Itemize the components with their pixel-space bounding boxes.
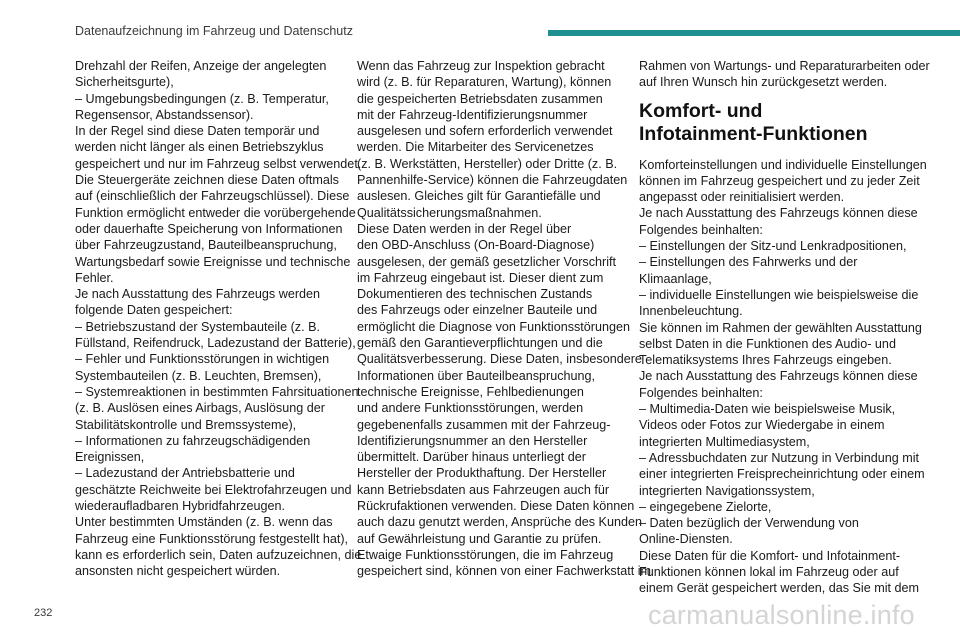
text-line: auf Ihren Wunsch hin zurückgesetzt werden. [639, 75, 888, 90]
text-line: die gespeicherten Betriebsdaten zusammen [357, 91, 603, 106]
text-line: – Adressbuchdaten zur Nutzung in Verbindung mit [639, 450, 920, 465]
text-line: Diese Daten werden in der Regel über [357, 221, 572, 236]
text-column-2 [357, 58, 652, 580]
text-line: Identifizierungsnummer an den Hersteller [357, 433, 588, 448]
text-line: Sie können im Rahmen der gewählten Ausstattung [639, 320, 922, 335]
text-line: (z. B. Werkstätten, Hersteller) oder Dritte (z. B. [357, 156, 618, 171]
section-heading-line: Komfort- und [639, 99, 763, 122]
text-line: gegebenenfalls zusammen mit der Fahrzeug- [357, 417, 611, 432]
section-heading [639, 100, 907, 146]
text-line: Ereignissen, [75, 450, 145, 465]
text-line: Folgendes beinhalten: [639, 385, 763, 400]
text-line: kann Betriebsdaten aus Fahrzeugen auch für [357, 482, 610, 497]
text-line: auf Gewährleistung und Garantie zu prüfen. [357, 531, 602, 546]
text-line: integrierten Multimediasystem, [639, 434, 810, 449]
text-line: auslesen. Gleiches gilt für Garantiefälle und [357, 189, 601, 204]
text-line: Wenn das Fahrzeug zur Inspektion gebracht [357, 59, 605, 73]
text-line: Pannenhilfe-Service) können die Fahrzeugdaten [357, 173, 628, 188]
text-line: technische Ereignisse, Fehlbedienungen [357, 384, 584, 399]
text-line: Online-Diensten. [639, 532, 733, 547]
text-line: Qualitätsverbesserung. Diese Daten, insbesondere [357, 352, 642, 367]
text-line: einer integrierten Freisprecheinrichtung oder einem [639, 467, 925, 482]
text-line: folgende Daten gespeichert: [75, 303, 233, 318]
text-line: selbst Daten in die Funktionen des Audio- und [639, 336, 896, 351]
text-line: auf (einschließlich der Fahrzeugschlüssel). Diese [75, 189, 350, 204]
text-line: Je nach Ausstattung des Fahrzeugs werden [75, 287, 321, 302]
text-line: ausgelesen, der gemäß gesetzlicher Vorschrift [357, 254, 617, 269]
text-line: oder dauerhafte Speicherung von Informationen [75, 221, 343, 236]
text-line: übermittelt. Darüber hinaus unterliegt der [357, 450, 586, 465]
column-3-intro [639, 58, 930, 91]
text-line: kann es erforderlich sein, Daten aufzuzeichnen, die [75, 547, 362, 562]
text-line: über Fahrzeugzustand, Bauteilbeanspruchung, [75, 238, 337, 253]
text-line: gespeichert und nur im Fahrzeug selbst verwendet. [75, 156, 362, 171]
text-line: – Multimedia-Daten wie beispielsweise Musik, [639, 402, 896, 417]
text-line: werden. Die Mitarbeiter des Servicenetzes [357, 140, 594, 155]
text-line: Etwaige Funktionsstörungen, die im Fahrzeug [357, 547, 614, 562]
text-line: Die Steuergeräte zeichnen diese Daten oftmals [75, 173, 339, 188]
text-line: Fahrzeug eine Funktionsstörung festgestellt hat), [75, 531, 349, 546]
text-line: Regensensor, Abstandssensor). [75, 107, 254, 122]
text-line: auch dazu genutzt werden, Ansprüche des Kunden [357, 515, 642, 530]
text-line: – Einstellungen des Fahrwerks und der [639, 255, 858, 270]
text-line: im Fahrzeug eingebaut ist. Dieser dient zum [357, 270, 604, 285]
text-line: Rahmen von Wartungs- und Reparaturarbeiten oder [639, 59, 930, 73]
header-accent-bar [548, 30, 960, 36]
text-line: des Fahrzeugs oder einzelner Bauteile und [357, 303, 598, 318]
text-line: Unter bestimmten Umständen (z. B. wenn das [75, 515, 333, 530]
text-line: – Daten bezüglich der Verwendung von [639, 516, 859, 531]
text-line: – Systemreaktionen in bestimmten Fahrsituationen [75, 384, 359, 399]
text-line: – Einstellungen der Sitz-und Lenkradpositionen, [639, 239, 907, 254]
section-heading-line: Infotainment-Funktionen [639, 122, 868, 145]
site-watermark[interactable]: carmanualsonline.info [648, 600, 915, 630]
text-line: integrierten Navigationssystem, [639, 483, 815, 498]
running-header-title: Datenaufzeichnung im Fahrzeug und Datenschutz [75, 24, 353, 38]
text-line: Systembauteilen (z. B. Leuchten, Bremsen), [75, 368, 322, 383]
text-line: – Ladezustand der Antriebsbatterie und [75, 466, 295, 481]
text-line: Innenbeleuchtung. [639, 304, 743, 319]
text-line: Telematiksystems Ihres Fahrzeugs eingeben. [639, 353, 892, 368]
text-line: Hersteller der Produkthaftung. Der Hersteller [357, 466, 607, 481]
text-line: Funktionen können lokal im Fahrzeug oder auf [639, 565, 899, 580]
text-line: Diese Daten für die Komfort- und Infotainment- [639, 548, 901, 563]
column-3-body [639, 157, 927, 597]
text-line: ansonsten nicht gespeichert würden. [75, 564, 281, 579]
text-line: Funktion ermöglicht entweder die vorübergehende [75, 205, 356, 220]
text-line: Komforteinstellungen und individuelle Einstellungen [639, 157, 927, 172]
text-line: Füllstand, Reifendruck, Ladezustand der Batterie), [75, 336, 356, 351]
text-line: wiederaufladbaren Hybridfahrzeugen. [75, 499, 286, 514]
text-line: ausgelesen und sofern erforderlich verwendet [357, 124, 613, 139]
text-line: Fehler. [75, 270, 114, 285]
text-line: Informationen über Bauteilbeanspruchung, [357, 368, 596, 383]
text-line: Qualitätssicherungsmaßnahmen. [357, 205, 542, 220]
text-line: – Umgebungsbedingungen (z. B. Temperatur, [75, 91, 329, 106]
text-line: – Informationen zu fahrzeugschädigenden [75, 433, 311, 448]
text-column-1 [75, 58, 362, 580]
text-line: den OBD-Anschluss (On-Board-Diagnose) [357, 238, 595, 253]
text-column-3 [639, 58, 930, 597]
text-line: – individuelle Einstellungen wie beispielsweise die [639, 287, 919, 302]
text-line: (z. B. Auslösen eines Airbags, Auslösung der [75, 401, 325, 416]
text-line: mit der Fahrzeug-Identifizierungsnummer [357, 107, 588, 122]
text-line: Videos oder Fotos zur Wiedergabe in einem [639, 418, 885, 433]
text-line: Dokumentieren des technischen Zustands [357, 287, 593, 302]
text-line: – Fehler und Funktionsstörungen in wichtigen [75, 352, 330, 367]
text-line: geschätzte Reichweite bei Elektrofahrzeugen und [75, 482, 352, 497]
text-line: werden nicht länger als einen Betriebszyklus [75, 140, 324, 155]
text-line: Wartungsbedarf sowie Ereignisse und technische [75, 254, 351, 269]
text-line: In der Regel sind diese Daten temporär und [75, 124, 320, 139]
text-line: – eingegebene Zielorte, [639, 499, 772, 514]
text-line: gemäß den Garantieverpflichtungen und die [357, 336, 603, 351]
text-line: gespeichert sind, können von einer Fachwerkstatt im [357, 564, 652, 579]
text-line: Rückrufaktionen verwenden. Diese Daten können [357, 499, 635, 514]
text-line: ermöglicht die Diagnose von Funktionsstörungen [357, 319, 631, 334]
text-line: Je nach Ausstattung des Fahrzeugs können diese [639, 206, 918, 221]
text-line: angepasst oder reinitialisiert werden. [639, 190, 845, 205]
text-line: und andere Funktionsstörungen, werden [357, 401, 584, 416]
text-line: Folgendes beinhalten: [639, 222, 763, 237]
text-line: Stabilitätskontrolle und Bremssysteme), [75, 417, 297, 432]
text-line: können im Fahrzeug gespeichert und zu jeder Zeit [639, 173, 920, 188]
text-line: wird (z. B. für Reparaturen, Wartung), können [357, 75, 612, 90]
text-line: Je nach Ausstattung des Fahrzeugs können diese [639, 369, 918, 384]
text-line: Klimaanlage, [639, 271, 712, 286]
text-line: einem Gerät gespeichert werden, das Sie mit dem [639, 581, 919, 596]
text-line: Sicherheitsgurte), [75, 75, 174, 90]
page-number: 232 [34, 607, 53, 619]
text-line: Drehzahl der Reifen, Anzeige der angelegten [75, 59, 327, 73]
text-line: – Betriebszustand der Systembauteile (z. B. [75, 319, 321, 334]
